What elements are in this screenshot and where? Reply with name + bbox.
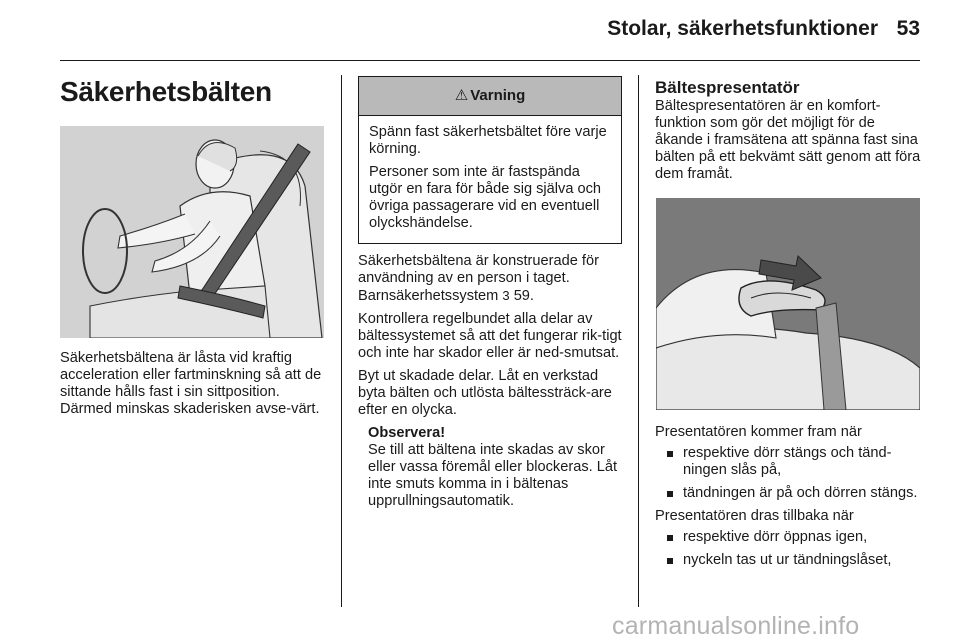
warning-text-1: Spänn fast säkerhetsbältet före varje körning. [369, 124, 607, 157]
cross-reference-arrow-icon: 3 [502, 288, 510, 303]
presenter-intro: Bältespresentatören är en komfort-funktion som gör det möjligt för de åkande i framsätena att spänna fast sina bälten på ett bekvämt sätt genom att föra dem framåt. [655, 98, 921, 182]
seatbelt-caption: Säkerhetsbältena är låsta vid kraftig acceleration eller fartminskning så att de sittande hålls fast i sin sittposition. Därmed minskas skaderisken avse-värt. [60, 350, 322, 417]
note-box [368, 425, 626, 510]
note-text: Se till att bältena inte skadas av skor eller vassa föremål eller blockeras. Låt inte smuts komma in i bältenas upprullningsautomatik. [368, 442, 618, 509]
belt-presenter-illustration [656, 198, 920, 410]
warning-triangle-icon: ⚠ [454, 87, 469, 104]
column-3-bottom [655, 424, 925, 575]
warning-header [359, 77, 621, 116]
section-title: Säkerhetsbälten [60, 76, 272, 107]
list-item: respektive dörr öppnas igen, [655, 529, 925, 546]
list-item: nyckeln tas ut ur tändningslåset, [655, 552, 925, 569]
column-divider-2 [638, 75, 639, 607]
column-1-text [60, 350, 328, 424]
usage-text: Säkerhetsbältena är konstruerade för användning av en person i taget. Barnsäkerhetssystem [358, 253, 599, 304]
list-item: respektive dörr stängs och tänd-ningen slås på, [655, 445, 925, 479]
watermark: carmanualsonline.info [612, 612, 860, 640]
back-list [655, 529, 925, 569]
paragraph-inspect: Kontrollera regelbundet alla delar av bältessystemet så att det fungerar rik-tigt och inte har skador eller är ned-smutsat. [358, 311, 622, 361]
warning-box [358, 76, 622, 244]
seatbelt-illustration [60, 126, 324, 338]
forward-lead: Presentatören kommer fram när [655, 424, 862, 440]
warning-label: Varning [470, 87, 526, 104]
paragraph-replace: Byt ut skadade delar. Låt en verkstad byta bälten och utlösta bältessträck-are efter en olycka. [358, 368, 612, 418]
paragraph-usage [358, 253, 626, 305]
column-3-top [655, 78, 925, 189]
back-lead: Presentatören dras tillbaka när [655, 508, 854, 524]
note-title: Observera! [368, 425, 446, 441]
subsection-title: Bältespresentatör [655, 78, 800, 97]
header-rule [60, 60, 920, 61]
running-header-title: Stolar, säkerhetsfunktioner [607, 17, 878, 40]
warning-text-2: Personer som inte är fastspända utgör en fara för både sig själva och övriga passagerare vid en eventuell olyckshändelse. [369, 164, 602, 231]
page-number: 53 [896, 17, 920, 40]
column-2-text [358, 253, 626, 510]
list-item: tändningen är på och dörren stängs. [655, 485, 925, 502]
cross-reference-link[interactable]: 59. [513, 288, 534, 304]
column-divider-1 [341, 75, 342, 607]
warning-body [359, 116, 621, 232]
forward-list [655, 445, 925, 502]
